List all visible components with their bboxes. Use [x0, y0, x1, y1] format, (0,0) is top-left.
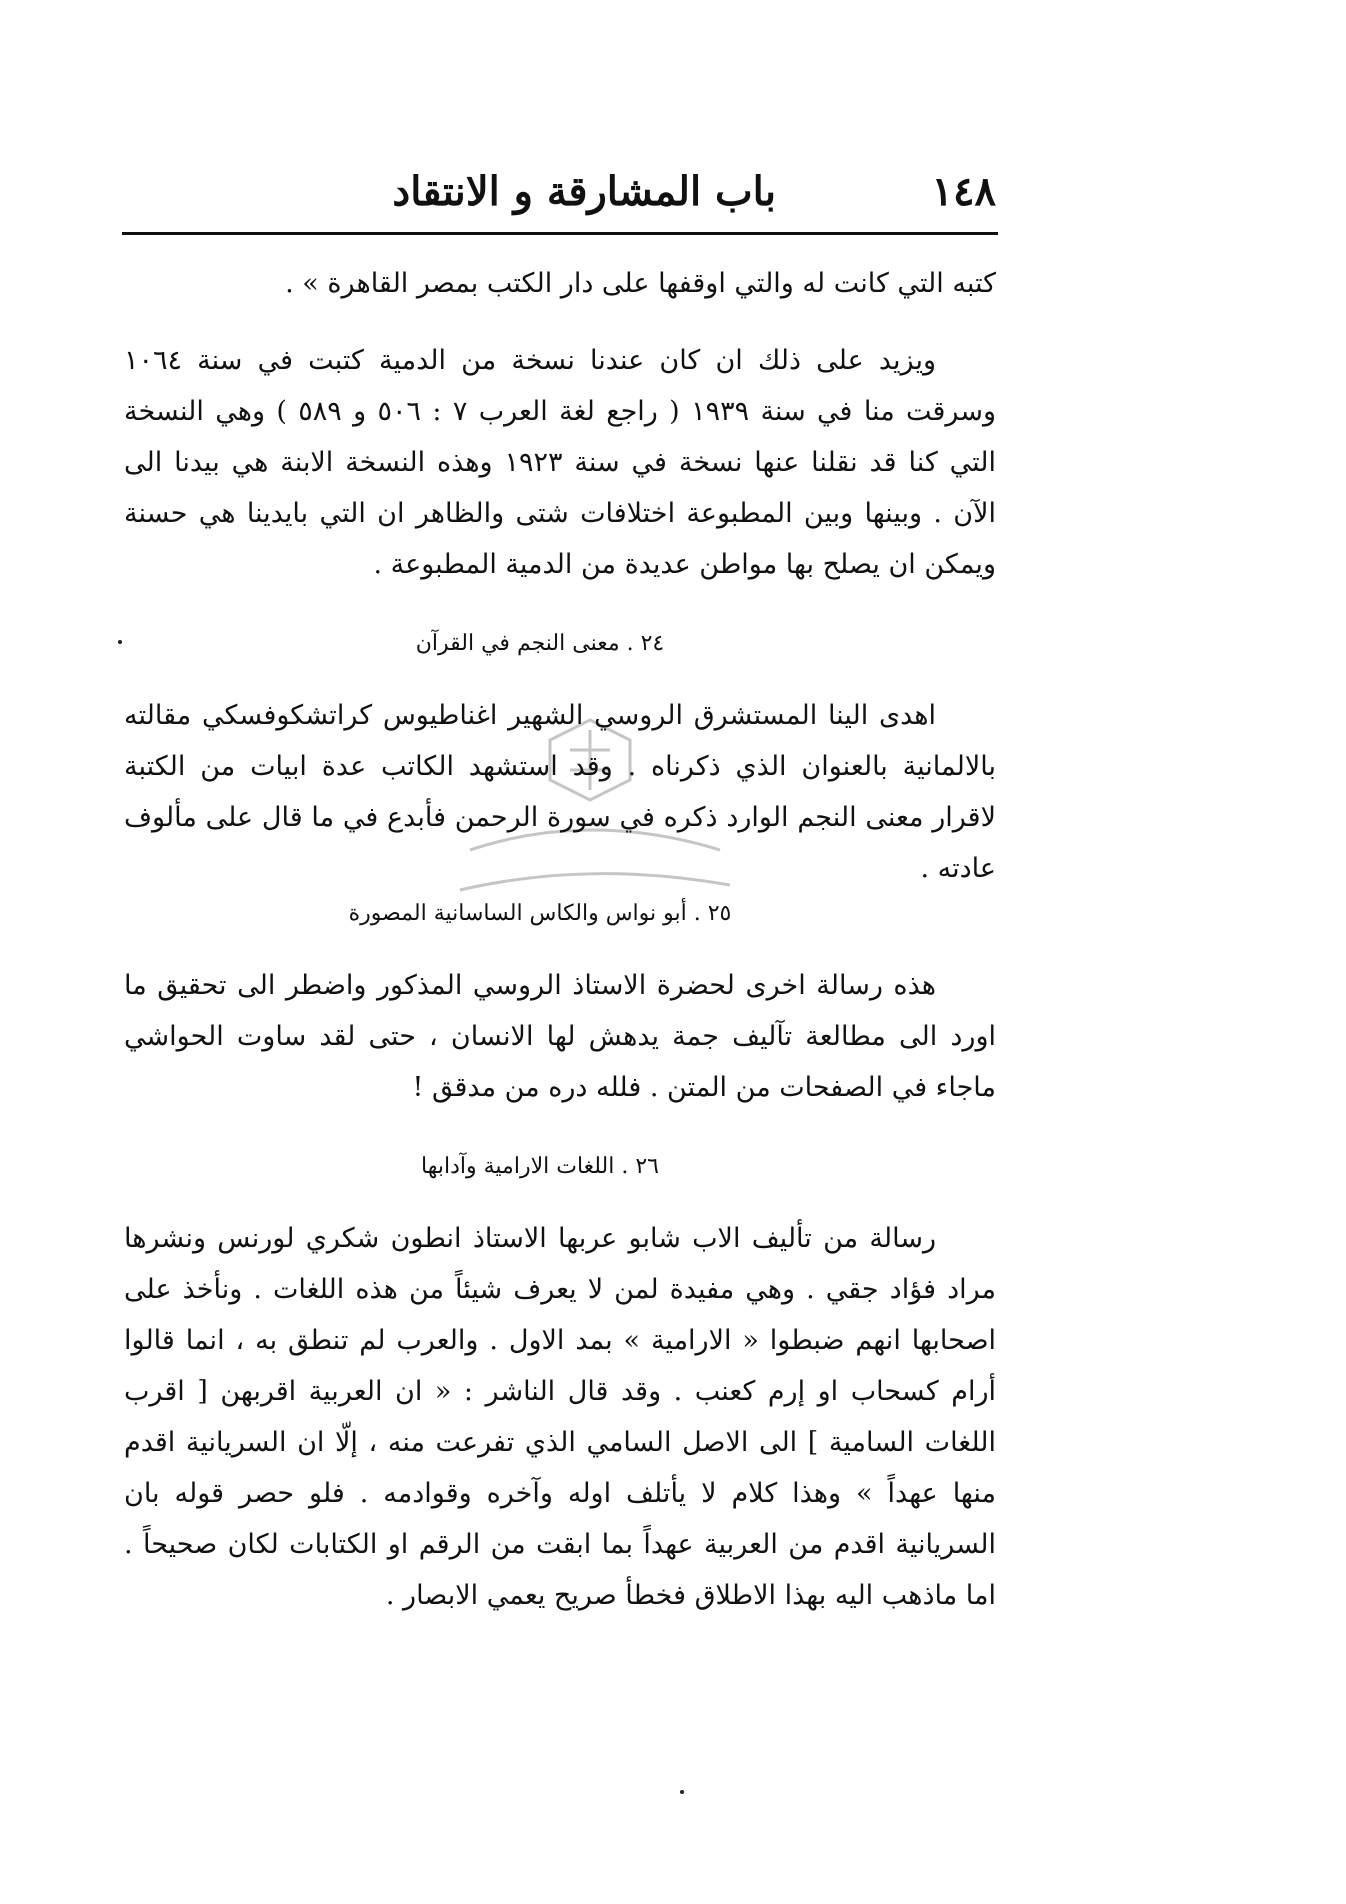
page-number: ١٤٨	[931, 168, 996, 215]
paragraph-star-in-quran: اهدى الينا المستشرق الروسي الشهير اغناطيوس كراتشكوفسكي مقالته بالالمانية بالعنوان الذي ذكرناه . وقد استشهد الكاتب عدة ابيات من الكتبة لاقرار معنى النجم الوارد ذكره في سورة الرحمن فأبدع في ما قال على مألوف عادته .	[124, 700, 996, 884]
running-title: باب المشارقة و الانتقاد	[392, 168, 776, 215]
section-heading-24: ٢٤ . معنى النجم في القرآن	[415, 631, 665, 656]
paragraph-aramaic-languages: رسالة من تأليف الاب شابو عربها الاستاذ انطون شكري لورنس ونشرها مراد فؤاد جقي . وهي مفيدة لمن لا يعرف شيئاً من هذه اللغات . ونأخذ على اصحابها انهم ضبطوا « الارامية » بمد الاول . والعرب لم تنطق به ، انما قالوا أرام كسحاب او إرم كعنب . وقد قال الناشر : « ان العربية اقربهن [ اقرب اللغات السامية ] الى الاصل السامي الذي تفرعت منه ، إلّا ان السريانية اقدم منها عهداً » وهذا كلام لا يأتلف اوله وآخره وقوادمه . فلو حصر قوله بان السريانية اقدم من العربية عهداً بما ابقت من الرقم او الكتابات لكان صحيحاً . اما ماذهب اليه بهذا الاطلاق فخطأ صريح يعمي الابصار .	[124, 1223, 996, 1611]
section-heading-25: ٢٥ . أبو نواس والكاس الساسانية المصورة	[348, 901, 732, 926]
scan-speck	[680, 1790, 684, 1794]
scan-speck	[118, 640, 122, 644]
paragraph-abu-nuwas: هذه رسالة اخرى لحضرة الاستاذ الروسي المذكور واضطر الى تحقيق ما اورد الى مطالعة تآليف جمة يدهش لها الانسان ، حتى لقد ساوت الحواشي ماجاء في الصفحات من المتن . فلله دره من مدقق !	[124, 970, 996, 1103]
page-header	[128, 168, 996, 228]
continued-paragraph: كتبه التي كانت له والتي اوقفها على دار الكتب بمصر القاهرة » .	[285, 268, 996, 299]
section-heading-26: ٢٦ . اللغات الارامية وآدابها	[421, 1154, 659, 1179]
article-body	[124, 258, 996, 1621]
header-divider	[122, 232, 998, 235]
paragraph-manuscript-copy: ويزيد على ذلك ان كان عندنا نسخة من الدمية كتبت في سنة ١٠٦٤ وسرقت منا في سنة ١٩٣٩ ( راجع لغة العرب ٧ : ٥٠٦ و ٥٨٩ ) وهي النسخة التي كنا قد نقلنا عنها نسخة في سنة ١٩٢٣ وهذه النسخة الابنة هي بيدنا الى الآن . وبينها وبين المطبوعة اختلافات شتى والظاهر ان التي بايدينا هي حسنة ويمكن ان يصلح بها مواطن عديدة من الدمية المطبوعة .	[124, 345, 996, 580]
